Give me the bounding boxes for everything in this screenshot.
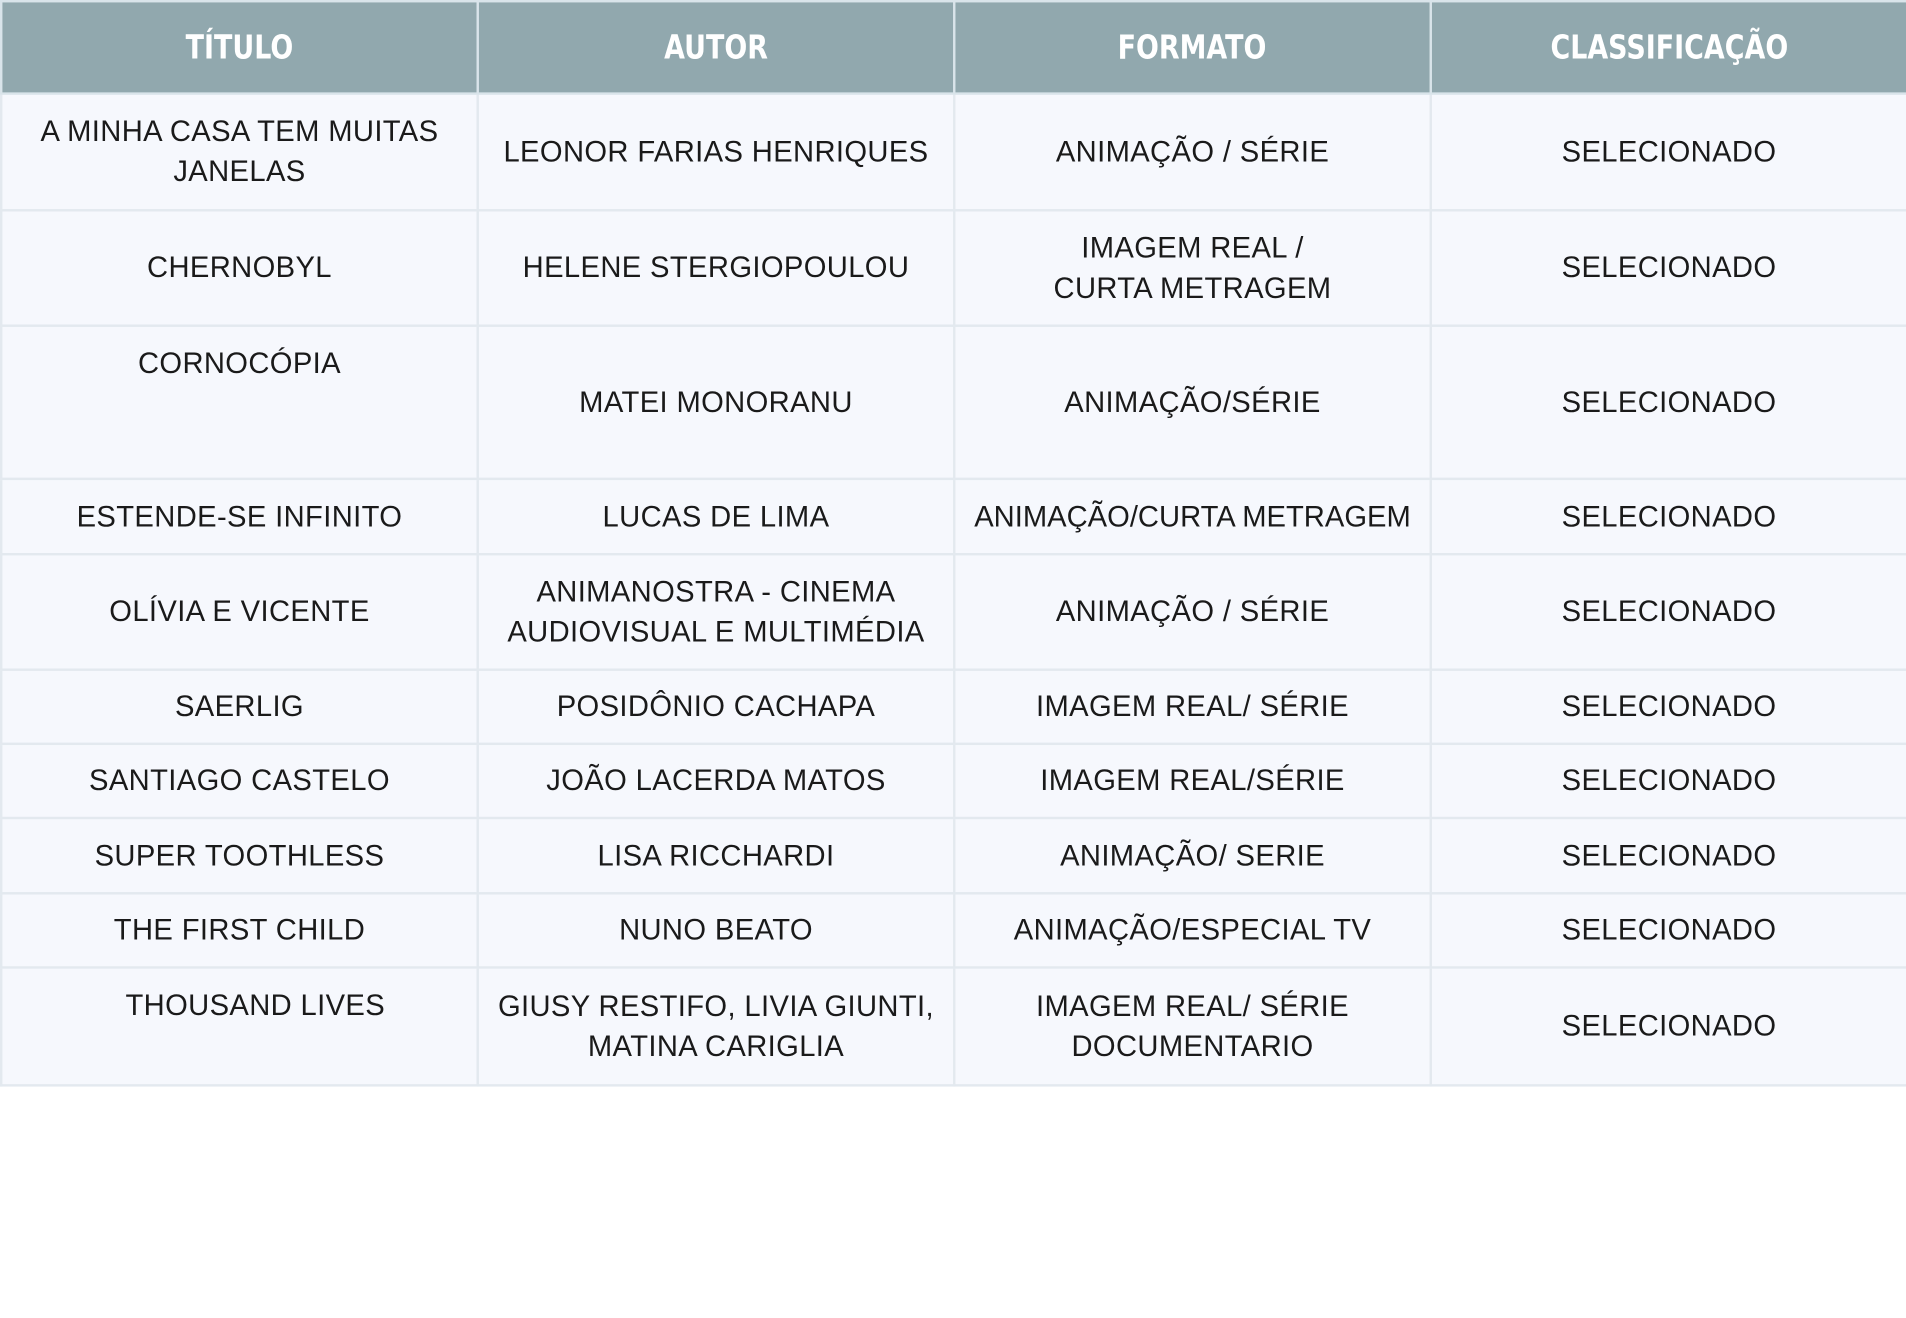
cell-formato: ANIMAÇÃO / SÉRIE: [954, 554, 1431, 669]
table-row: [1, 94, 1906, 211]
table-row: [1, 670, 1906, 744]
cell-autor: NUNO BEATO: [478, 893, 955, 967]
cell-autor: GIUSY RESTIFO, LIVIA GIUNTI, MATINA CARIGLIA: [478, 967, 955, 1085]
cell-formato: ANIMAÇÃO/CURTA METRAGEM: [954, 479, 1431, 554]
cell-classificacao: SELECIONADO: [1431, 326, 1906, 479]
table-row: [1, 744, 1906, 818]
cell-titulo: SANTIAGO CASTELO: [1, 744, 478, 818]
cell-autor: ANIMANOSTRA - CINEMA AUDIOVISUAL E MULTIMÉDIA: [478, 554, 955, 669]
cell-formato: IMAGEM REAL/ SÉRIE: [954, 670, 1431, 744]
column-header-label: CLASSIFICAÇÃO: [1550, 28, 1788, 67]
cell-formato: ANIMAÇÃO / SÉRIE: [954, 94, 1431, 211]
cell-classificacao: SELECIONADO: [1431, 94, 1906, 211]
cell-autor: MATEI MONORANU: [478, 326, 955, 479]
cell-formato: ANIMAÇÃO/SÉRIE: [954, 326, 1431, 479]
cell-formato: IMAGEM REAL/SÉRIE: [954, 744, 1431, 818]
cell-classificacao: SELECIONADO: [1431, 967, 1906, 1085]
cell-titulo: A MINHA CASA TEM MUITAS JANELAS: [1, 94, 478, 211]
table-row: [1, 554, 1906, 669]
table-row: [1, 967, 1906, 1085]
column-header-formato: [954, 1, 1431, 93]
cell-formato: ANIMAÇÃO/ SERIE: [954, 818, 1431, 893]
cell-formato: ANIMAÇÃO/ESPECIAL TV: [954, 893, 1431, 967]
cell-classificacao: SELECIONADO: [1431, 670, 1906, 744]
column-header-titulo: [1, 1, 478, 93]
cell-formato: IMAGEM REAL/ SÉRIE DOCUMENTARIO: [954, 967, 1431, 1085]
cell-formato: IMAGEM REAL / CURTA METRAGEM: [954, 210, 1431, 325]
table-row: [1, 818, 1906, 893]
cell-autor: JOÃO LACERDA MATOS: [478, 744, 955, 818]
cell-titulo: THE FIRST CHILD: [1, 893, 478, 967]
table-row: [1, 210, 1906, 325]
cell-classificacao: SELECIONADO: [1431, 554, 1906, 669]
column-header-label: TÍTULO: [185, 28, 294, 67]
cell-classificacao: SELECIONADO: [1431, 210, 1906, 325]
table-row: [1, 326, 1906, 479]
cell-titulo: THOUSAND LIVES: [1, 967, 478, 1085]
cell-classificacao: SELECIONADO: [1431, 818, 1906, 893]
cell-autor: LISA RICCHARDI: [478, 818, 955, 893]
cell-titulo: SUPER TOOTHLESS: [1, 818, 478, 893]
cell-titulo: CORNOCÓPIA: [1, 326, 478, 479]
cell-classificacao: SELECIONADO: [1431, 479, 1906, 554]
cell-titulo: CHERNOBYL: [1, 210, 478, 325]
cell-classificacao: SELECIONADO: [1431, 893, 1906, 967]
column-header-classificacao: [1431, 1, 1906, 93]
cell-autor: HELENE STERGIOPOULOU: [478, 210, 955, 325]
table-row: [1, 479, 1906, 554]
cell-autor: POSIDÔNIO CACHAPA: [478, 670, 955, 744]
table-header-row: [1, 1, 1906, 93]
column-header-autor: [478, 1, 955, 93]
cell-titulo: SAERLIG: [1, 670, 478, 744]
cell-titulo: OLÍVIA E VICENTE: [1, 554, 478, 669]
cell-autor: LEONOR FARIAS HENRIQUES: [478, 94, 955, 211]
table-row: [1, 893, 1906, 967]
cell-titulo: ESTENDE-SE INFINITO: [1, 479, 478, 554]
cell-autor: LUCAS DE LIMA: [478, 479, 955, 554]
column-header-label: AUTOR: [664, 28, 768, 67]
cell-classificacao: SELECIONADO: [1431, 744, 1906, 818]
column-header-label: FORMATO: [1118, 28, 1267, 67]
